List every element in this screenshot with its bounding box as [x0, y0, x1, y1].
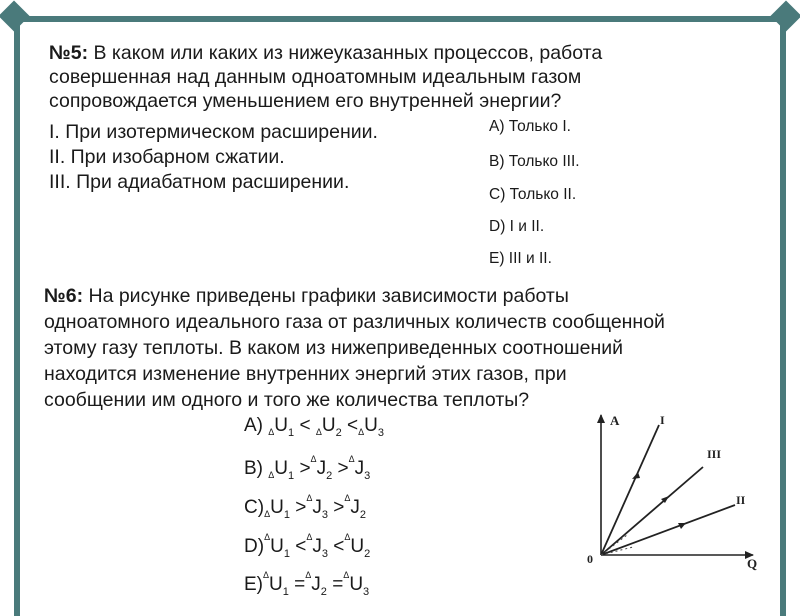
- relation: >: [299, 458, 311, 479]
- line-i-arrow: [632, 472, 640, 479]
- q5-option-d: D) I и II.: [489, 218, 545, 235]
- q5-item-3: III. При адиабатном расширении.: [49, 171, 350, 193]
- subscript: 3: [321, 508, 328, 521]
- relation: <: [346, 415, 359, 436]
- delta-symbol: Δ: [344, 532, 351, 542]
- subscript: 1: [283, 508, 290, 521]
- q5-item-1: I. При изотермическом расширении.: [49, 121, 378, 143]
- subscript: 2: [335, 426, 342, 439]
- relation: <: [295, 536, 307, 557]
- q5-line-1: [49, 42, 602, 66]
- q5-option-e: E) III и II.: [489, 250, 552, 267]
- subscript: 3: [321, 547, 328, 560]
- subscript: 2: [364, 547, 371, 560]
- q5-option-a: A) Только I.: [489, 118, 571, 135]
- subscript: 1: [288, 426, 295, 439]
- relation: >: [295, 497, 307, 518]
- delta-symbol: Δ: [264, 532, 271, 542]
- origin-label: 0: [587, 552, 593, 566]
- answer-label: C): [244, 497, 265, 518]
- delta-symbol: Δ: [306, 532, 313, 542]
- delta-symbol: Δ: [306, 493, 313, 503]
- graph-line-i: [601, 425, 659, 555]
- delta-symbol: Δ: [263, 570, 270, 580]
- q6-text-1: На рисунке приведены графики зависимости работы: [83, 285, 569, 307]
- subscript: 3: [364, 469, 371, 482]
- q6-line-2: одноатомного идеального газа от различных количеств сообщенной: [44, 311, 665, 333]
- graph-line-ii: [601, 505, 735, 555]
- q5-text-1: В каком или каких из нижеуказанных процессов, работа: [88, 42, 603, 64]
- answer-label: E): [244, 574, 263, 595]
- line-iii-label: III: [707, 447, 722, 461]
- subscript: 3: [377, 426, 384, 439]
- delta-symbol: Δ: [343, 570, 350, 580]
- q5-number: №5:: [49, 42, 89, 64]
- q6-line-4: находится изменение внутренних энергий этих газов, при: [44, 363, 567, 385]
- subscript: 1: [283, 547, 290, 560]
- delta-symbol: Δ: [348, 454, 355, 464]
- delta-symbol: Δ: [344, 493, 351, 503]
- answer-label: A): [244, 415, 263, 436]
- work-heat-diagram: [575, 405, 765, 580]
- relation: <: [333, 536, 345, 557]
- q6-line-1: [44, 285, 569, 309]
- delta-symbol: Δ: [264, 509, 271, 519]
- relation: >: [337, 458, 349, 479]
- delta-symbol: Δ: [315, 427, 322, 437]
- q5-line-2: совершенная над данным одноатомным идеальным газом: [49, 66, 582, 88]
- x-axis-label: Q: [747, 556, 758, 571]
- q6-answer-e: $E)^\Delta U_1 =^\Delta J_2 =^\Delta U_3$: [244, 570, 370, 598]
- subscript: 1: [282, 585, 289, 598]
- subscript: 2: [326, 469, 333, 482]
- line-ii-label: II: [736, 493, 746, 507]
- relation: >: [333, 497, 345, 518]
- q6-line-3: этому газу теплоты. В каком из нижеприведенных соотношений: [44, 337, 624, 359]
- subscript: 2: [320, 585, 327, 598]
- q6-answer-d: $D)^\Delta U_1 <^\Delta J_3 <^\Delta U_2$: [244, 532, 371, 560]
- delta-symbol: Δ: [268, 470, 275, 480]
- relation: =: [332, 574, 344, 595]
- q5-option-c: C) Только II.: [489, 186, 577, 203]
- subscript: 3: [363, 585, 370, 598]
- delta-symbol: Δ: [268, 427, 275, 437]
- q6-number: №6:: [44, 285, 84, 307]
- relation: <: [299, 415, 311, 436]
- q5-option-b: B) Только III.: [489, 153, 580, 170]
- delta-symbol: Δ: [305, 570, 312, 580]
- relation: =: [294, 574, 306, 595]
- delta-symbol: Δ: [310, 454, 317, 464]
- q6-line-5: сообщении им одного и того же количества теплоты?: [44, 389, 530, 411]
- q5-line-3: сопровождается уменьшением его внутренней энергии?: [49, 90, 562, 112]
- q6-answer-c: $C)_\Delta U_1 >^\Delta J_3 >^\Delta J_2$: [244, 493, 366, 521]
- answer-label: D): [244, 536, 265, 557]
- subscript: 2: [359, 508, 366, 521]
- q6-answer-a: A) $_\Delta U_1 < _\Delta U_2 <_\Delta U_3$: [244, 415, 384, 439]
- line-i-label: I: [660, 413, 665, 427]
- subscript: 1: [288, 469, 295, 482]
- answer-label: B): [244, 458, 263, 479]
- q6-answer-b: B) $_\Delta U_1 >^\Delta J_2 >^\Delta J_3$: [244, 454, 371, 482]
- graph-line-iii: [601, 467, 703, 555]
- q5-item-2: II. При изобарном сжатии.: [49, 146, 285, 168]
- y-axis-label: A: [610, 413, 620, 428]
- delta-symbol: Δ: [358, 427, 365, 437]
